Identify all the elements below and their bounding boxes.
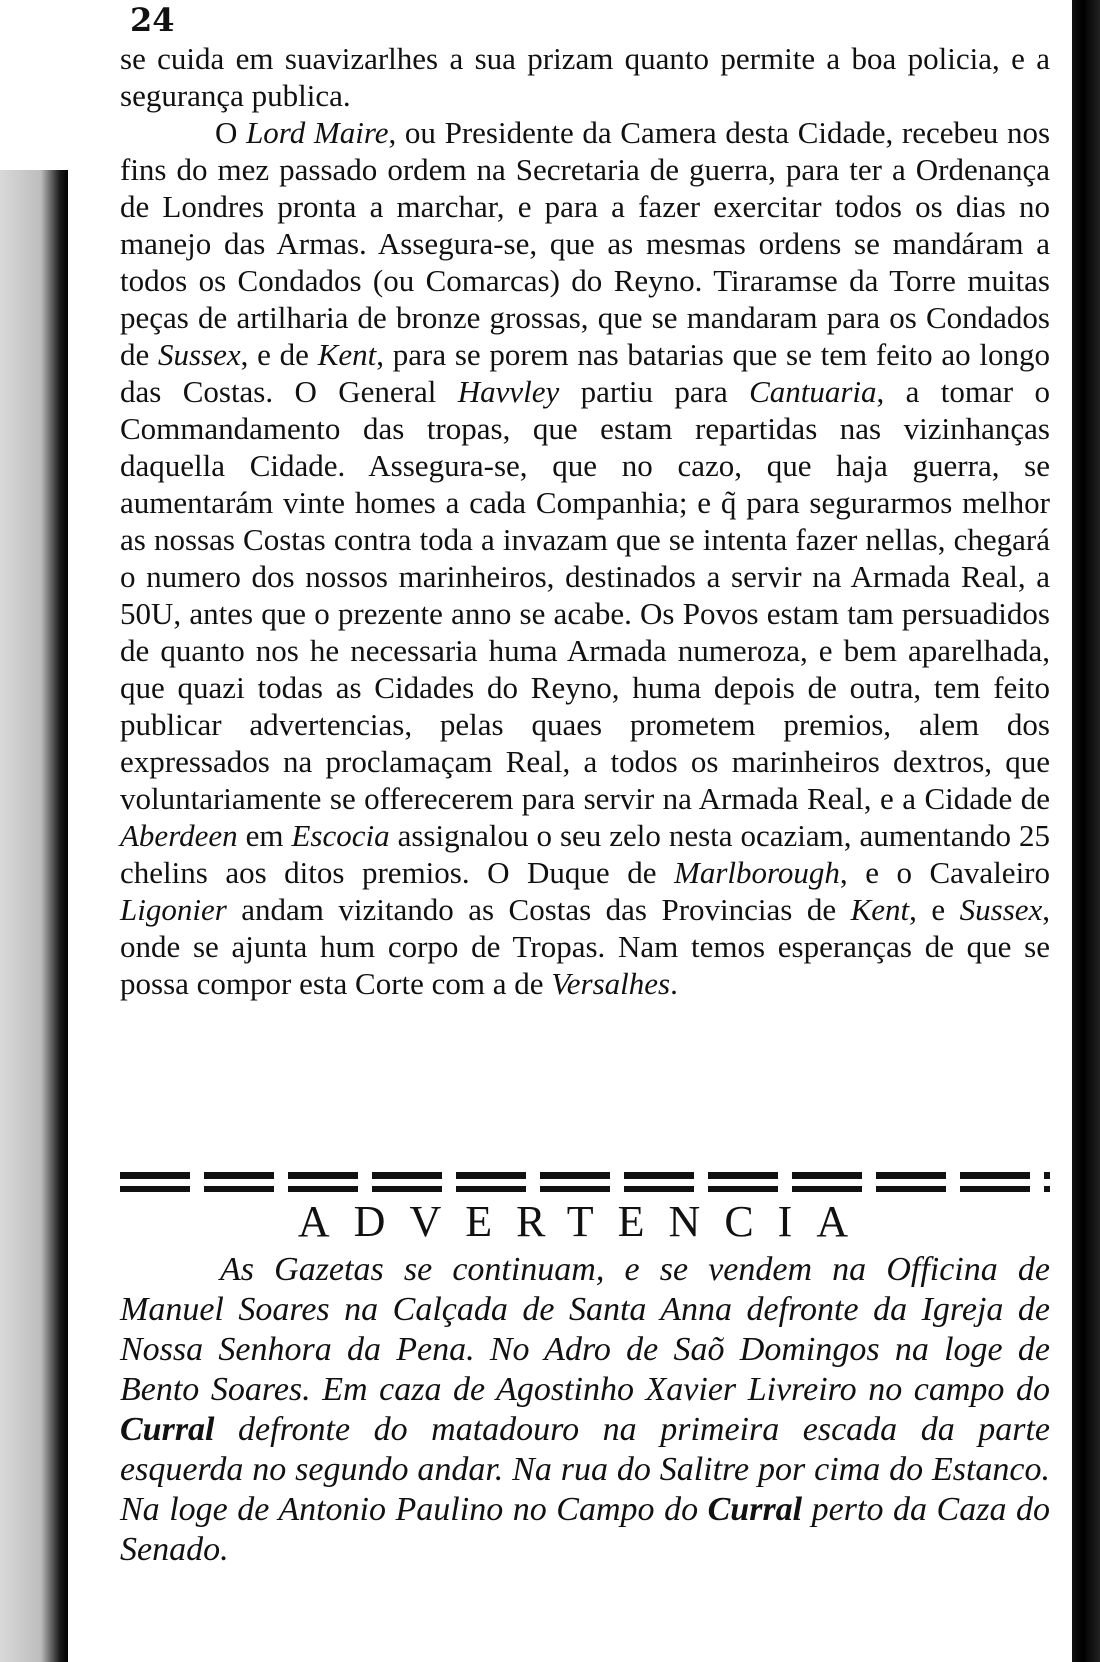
text-run: , ou Presidente da Camera desta Cidade, recebeu nos fins do mez passado ordem na Secretaria de guerra, para ter a Ordenança de Londres pronta a marchar, e para a fazer exercitar todos os dias no manejo das Armas. Assegura-se, que as mesmas ordens se mandáram a todos os Condados (ou Comarcas) do Reyno. Tiraramse da Torre muitas peças de artilharia de bronze grossas, que se mandaram para os Condados de <box>120 115 1051 372</box>
gazette-page <box>120 0 1058 1662</box>
ligonier-name: Ligonier <box>120 892 227 927</box>
text-run: As Gazetas se continuam, e se vendem na Officina de Manuel Soares na Calçada de Santa Anna defronte da Igreja de Nossa Senhora da Pena. No Adro de Saõ Domingos na loge de Bento Soares. Em caza de Agostinho Xavier Livreiro no campo do <box>120 1251 1050 1408</box>
sussex-name-2: Sussex <box>959 892 1043 927</box>
sussex-name: Sussex <box>158 337 241 372</box>
curral-name: Curral <box>120 1411 215 1448</box>
kent-name-2: Kent <box>850 892 910 927</box>
text-run: andam vizitando as Costas das Provincias de <box>241 892 837 927</box>
lord-maire-name: Lord Maire <box>246 115 389 150</box>
text-run: O <box>215 115 238 150</box>
marlborough-name: Marlborough <box>674 855 840 890</box>
aberdeen-name: Aberdeen <box>120 818 238 853</box>
versalhes-name: Versalhes <box>551 966 671 1001</box>
text-run: assignalou o seu zelo nesta ocaziam, aumentando 25 chelins aos ditos premios. O Duque de <box>120 818 1051 890</box>
text-run: defronte do matadouro na primeira escada da parte esquerda no segundo andar. Na rua do Salitre por cima do Estanco. Na loge de Antonio Paulino no Campo do <box>120 1411 1051 1528</box>
text-run: , e <box>909 892 946 927</box>
text-run: , e de <box>240 337 309 372</box>
text-run: , a tomar o Commandamento das tropas, que estam repartidas nas vizinhanças daquella Cidade. Assegura-se, que no cazo, que haja guerra, se aumentarám vinte homes a cada Companhia; e q̃ para segurarmos melhor as nossas Costas contra toda a invazam que se intenta fazer nellas, chegará o numero dos nossos marinheiros, destinados a servir na Armada Real, a 50U, antes que o prezente anno se acabe. Os Povos estam tam persuadidos de quanto nos he necessaria huma Armada numeroza, e bem aparelhada, que quazi todas as Cidades do Reyno, huma depois de outra, tem feito publicar advertencias, pelas quaes prometem premios, alem dos expressados na proclamaçam Real, a todos os marinheiros dextros, que voluntariamente se offerecerem para servir na Armada Real, e a Cidade de <box>120 374 1050 816</box>
section-divider-rule <box>120 1186 1050 1192</box>
cantuaria-name: Cantuaria <box>749 374 877 409</box>
advertencia-body <box>120 1250 1050 1570</box>
curral-name-2: Curral <box>707 1491 803 1528</box>
page-number: 24 <box>130 1 175 39</box>
escocia-name: Escocia <box>291 818 390 853</box>
text-run: partiu para <box>580 374 728 409</box>
text-run: , para se porem nas batarias que se tem feito ao longo das Costas. O General <box>120 337 1051 409</box>
text-run: em <box>245 818 284 853</box>
text-run: . <box>670 966 678 1001</box>
kent-name: Kent <box>317 337 377 372</box>
text-run: perto da Caza do Senado. <box>120 1491 1050 1568</box>
scan-left-edge <box>0 170 68 1662</box>
scan-right-edge <box>1072 0 1100 1662</box>
article-paragraph-2 <box>120 114 1050 1002</box>
text-run: , onde se ajunta hum corpo de Tropas. Nam temos esperanças de que se possa compor esta Corte com a de <box>120 892 1051 1001</box>
article-paragraph-1: se cuida em suavizarlhes a sua prizam quanto permite a boa policia, e a segurança publica. <box>120 41 1050 113</box>
section-divider-rule <box>120 1172 1050 1179</box>
hawley-name: Havvley <box>457 374 560 409</box>
text-run: , e o Cavaleiro <box>839 855 1051 890</box>
advertencia-heading: ADVERTENCIA <box>297 1197 873 1246</box>
news-article <box>120 40 1050 1002</box>
